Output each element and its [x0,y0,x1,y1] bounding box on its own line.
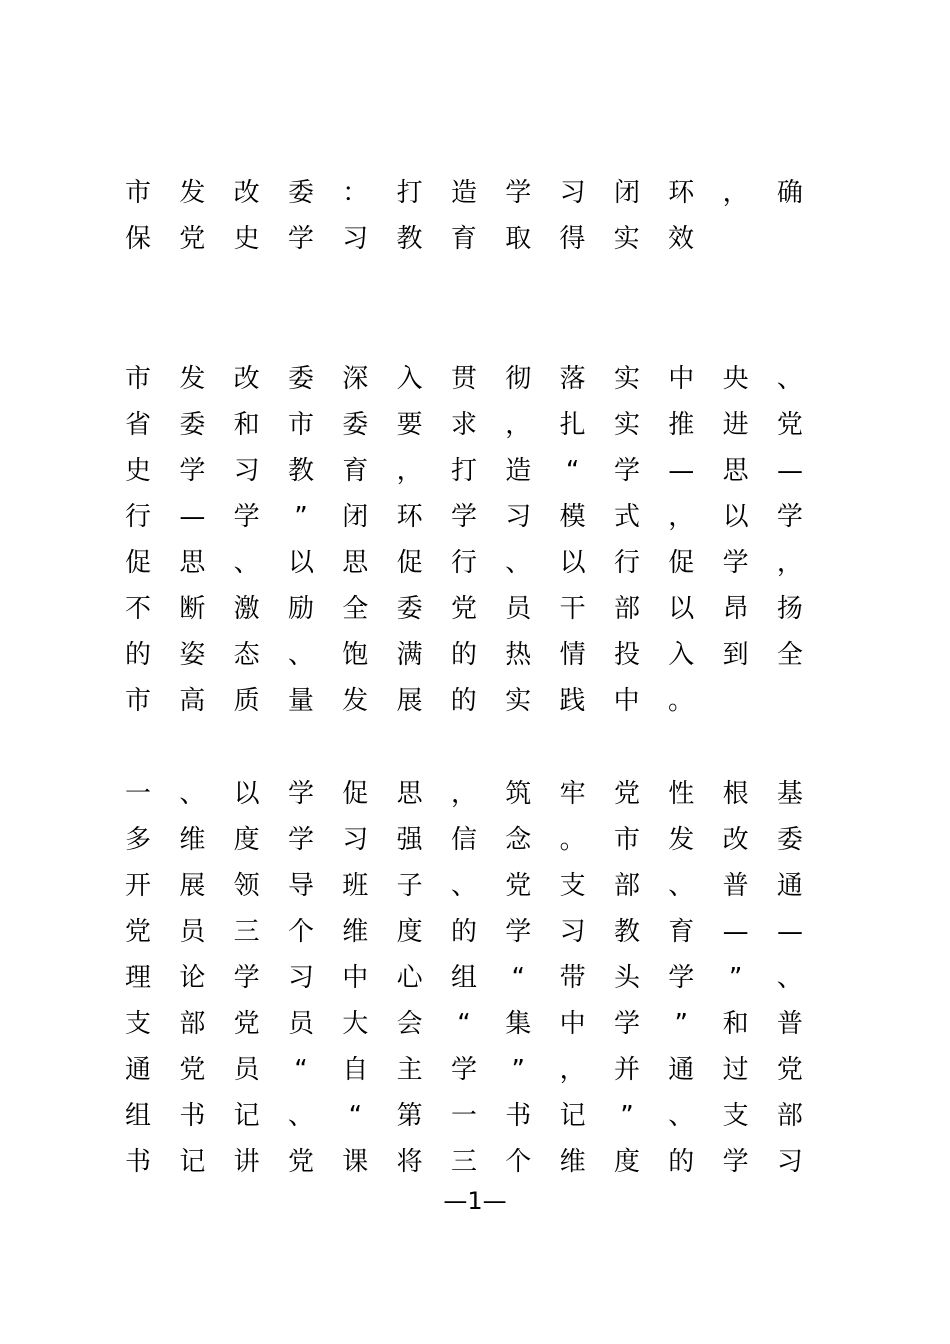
text-char: — [776,456,803,486]
text-char: 习 [505,502,532,532]
text-char: “ [457,1009,471,1039]
text-char: 基 [776,779,803,809]
text-char: 以 [722,502,749,532]
text-char: ， [668,502,695,532]
text-char: 市 [613,825,640,855]
text-char: 推 [668,410,695,440]
text-char: 入 [396,364,423,394]
text-char: 过 [722,1055,749,1085]
text-char: 组 [124,1101,151,1131]
text-char: 部 [776,1101,803,1131]
text-char: 学 [613,456,640,486]
text-char: 发 [668,825,695,855]
text-char: 中 [342,963,369,993]
text-char: 实 [613,364,640,394]
text-char: 、 [668,1101,695,1131]
text-char: 确 [776,178,803,208]
text-char: 带 [559,963,586,993]
text-char: 委 [287,178,314,208]
text-char: 促 [396,548,423,578]
text-char: 学 [233,502,260,532]
text-char: 念 [505,825,532,855]
text-char: 发 [342,686,369,716]
paragraph-line [124,451,804,491]
text-char: 大 [342,1009,369,1039]
text-char: 学 [450,502,477,532]
paragraph-line [124,497,804,537]
text-char: 态 [233,640,260,670]
text-char: 励 [287,594,314,624]
text-char: 学 [287,825,314,855]
text-char: 改 [722,825,749,855]
text-char: 、 [287,640,314,670]
text-char: 党 [179,224,206,254]
text-char: 一 [450,1101,477,1131]
text-char: 满 [396,640,423,670]
text-char: 通 [124,1055,151,1085]
text-char: 实 [613,224,640,254]
text-char: 强 [396,825,423,855]
text-char: 党 [505,871,532,901]
text-char: 将 [396,1147,423,1177]
text-char: 行 [450,548,477,578]
text-char: 式 [613,502,640,532]
text-char: 思 [342,548,369,578]
paragraph-line [124,866,804,906]
text-char: 干 [559,594,586,624]
text-char: 改 [233,364,260,394]
text-char: 高 [179,686,206,716]
paragraph-line [124,958,804,998]
text-char: 委 [396,594,423,624]
text-char: 头 [613,963,640,993]
text-char: 模 [559,502,586,532]
text-char: 教 [613,917,640,947]
text-char: “ [511,963,526,993]
text-char: 思 [722,456,749,486]
text-char: 央 [722,364,749,394]
text-char: ” [728,963,743,993]
text-char: 讲 [233,1147,260,1177]
text-char: 全 [342,594,369,624]
text-char: 部 [613,871,640,901]
text-char: 不 [124,594,151,624]
text-char: 育 [450,224,477,254]
text-char: 得 [559,224,586,254]
text-char: 度 [396,917,423,947]
text-char: 学 [776,502,803,532]
text-char: 习 [559,917,586,947]
text-char: 环 [668,178,695,208]
title-line [124,219,804,259]
text-char: 和 [233,410,260,440]
text-char: 员 [233,1055,260,1085]
text-char: 学 [505,917,532,947]
title-line [124,173,804,213]
text-char: 促 [668,548,695,578]
text-char: 中 [668,364,695,394]
text-char: 昂 [722,594,749,624]
paragraph-line [124,635,804,675]
text-char: 学 [722,548,749,578]
text-char: 学 [287,224,314,254]
text-char: 断 [179,594,206,624]
text-char: 取 [505,224,532,254]
text-char: 理 [124,963,151,993]
text-char: 党 [776,410,803,440]
text-char: 、 [668,871,695,901]
text-char: 导 [287,871,314,901]
text-char: 子 [396,871,423,901]
text-char: 维 [559,1147,586,1177]
text-char: 组 [450,963,477,993]
text-char: 要 [396,410,423,440]
text-char: 习 [287,963,314,993]
text-char: ” [511,1055,526,1085]
text-char: 的 [450,917,477,947]
text-char: 全 [776,640,803,670]
text-char: 市 [124,686,151,716]
text-char: 育 [342,456,369,486]
text-char: 和 [722,1009,749,1039]
text-char: 史 [233,224,260,254]
paragraph-line [124,1142,804,1182]
text-char: 市 [124,364,151,394]
text-char: 习 [559,178,586,208]
text-char: 书 [179,1101,206,1131]
text-char: 委 [179,410,206,440]
text-char: 深 [342,364,369,394]
text-char: “ [348,1101,363,1131]
text-char: 普 [776,1009,803,1039]
text-char: 的 [450,686,477,716]
text-char: 员 [179,917,206,947]
text-char: 第 [396,1101,423,1131]
text-char: 发 [179,178,206,208]
paragraph-line [124,912,804,952]
text-char: 党 [450,594,477,624]
text-char: — [722,917,749,947]
text-char: 质 [233,686,260,716]
text-char: 闭 [613,178,640,208]
text-char: 环 [396,502,423,532]
text-char: 委 [776,825,803,855]
text-char: 学 [233,963,260,993]
text-char: 贯 [450,364,477,394]
text-char: 激 [233,594,260,624]
text-char: “ [294,1055,308,1085]
text-char: 促 [124,548,151,578]
text-char: 进 [722,410,749,440]
text-char: 通 [668,1055,695,1085]
text-char: 支 [124,1009,151,1039]
text-char: 效 [667,224,694,254]
text-char: 践 [559,686,586,716]
text-char: 习 [342,224,369,254]
text-char: 中 [559,1009,586,1039]
text-char: ” [294,502,308,532]
text-char: — [776,917,803,947]
text-char: ， [776,548,803,578]
text-char: 书 [124,1147,151,1177]
text-char: 支 [722,1101,749,1131]
text-char: 、 [233,548,260,578]
text-char: 维 [342,917,369,947]
text-char: 打 [450,456,477,486]
text-char: 心 [396,963,423,993]
text-char: 员 [505,594,532,624]
text-char: 思 [396,779,423,809]
text-char: 牢 [559,779,586,809]
text-char: 以 [287,548,314,578]
text-char: 学 [450,1055,477,1085]
paragraph-line [124,820,804,860]
text-char: 展 [179,871,206,901]
text-char: 入 [668,640,695,670]
text-char: 市 [287,410,314,440]
text-char: 支 [559,871,586,901]
paragraph-line [124,543,804,583]
text-char: 饱 [342,640,369,670]
paragraph-line [124,681,804,721]
text-char: 姿 [179,640,206,670]
text-char: 员 [287,1009,314,1039]
text-char: 习 [342,825,369,855]
text-char: 记 [559,1101,586,1131]
text-char: ， [450,779,477,809]
text-char: 学 [287,779,314,809]
text-char: 信 [450,825,477,855]
text-char: — [668,456,695,486]
text-char: 扎 [559,410,586,440]
text-char: 学 [722,1147,749,1177]
text-char: 史 [124,456,151,486]
text-char: 多 [124,825,151,855]
section-heading-line [124,774,804,814]
text-char: 中 [613,686,640,716]
text-char: 育 [668,917,695,947]
text-char: 党 [124,917,151,947]
text-char: ， [722,178,749,208]
text-char: 、 [776,364,803,394]
text-char: 党 [613,779,640,809]
text-char: “ [565,456,580,486]
text-char: 市 [124,178,151,208]
text-char: 记 [233,1101,260,1131]
text-char: 彻 [505,364,532,394]
text-char: 量 [287,686,314,716]
text-char: 论 [179,963,206,993]
text-char: 的 [124,640,151,670]
text-char: 委 [287,364,314,394]
text-char: ， [505,410,532,440]
text-char: ” [674,1009,689,1039]
text-char: 度 [613,1147,640,1177]
paragraph-line [124,359,804,399]
text-char: 。 [559,825,586,855]
text-char: 以 [559,548,586,578]
text-char: 部 [179,1009,206,1039]
text-char: 普 [722,871,749,901]
text-char: 学 [505,178,532,208]
text-char: 思 [179,548,206,578]
text-char: 集 [505,1009,532,1039]
text-char: 委 [342,410,369,440]
text-char: 学 [179,456,206,486]
paragraph-line [124,1004,804,1044]
text-char: 求 [450,410,477,440]
text-char: 省 [124,410,151,440]
text-char: 主 [396,1055,423,1085]
paragraph-line [124,1050,804,1090]
text-char: 改 [233,178,260,208]
text-char: 热 [505,640,532,670]
text-char: 情 [559,640,586,670]
text-char: 行 [613,548,640,578]
text-char: 度 [233,825,260,855]
text-char: 习 [776,1147,803,1177]
text-char: 实 [613,410,640,440]
text-char: 保 [124,224,151,254]
text-char: 教 [287,456,314,486]
text-char: 扬 [776,594,803,624]
text-char: 党 [776,1055,803,1085]
paragraph-line [124,405,804,445]
text-char: 性 [668,779,695,809]
text-char: — [179,502,206,532]
text-char: 党 [179,1055,206,1085]
text-char: 到 [722,640,749,670]
text-char: 开 [124,871,151,901]
text-char: 、 [776,963,803,993]
text-char: 。 [667,686,694,716]
text-char: 记 [179,1147,206,1177]
text-char: 以 [233,779,260,809]
text-char: 发 [179,364,206,394]
text-char: 个 [287,917,314,947]
text-char: 并 [613,1055,640,1085]
text-char: 以 [668,594,695,624]
text-char: 根 [722,779,749,809]
text-char: 展 [396,686,423,716]
text-char: ， [559,1055,586,1085]
text-char: 实 [505,686,532,716]
text-char: 闭 [342,502,369,532]
text-char: 、 [179,779,206,809]
text-char: 领 [233,871,260,901]
text-char: 书 [505,1101,532,1131]
text-char: 投 [613,640,640,670]
text-char: 的 [450,640,477,670]
text-char: ， [396,456,423,486]
paragraph-line [124,589,804,629]
text-char: 学 [613,1009,640,1039]
text-char: 会 [396,1009,423,1039]
text-char: 、 [450,871,477,901]
text-char: 通 [776,871,803,901]
text-char: 造 [450,178,477,208]
text-char: 党 [287,1147,314,1177]
text-char: 三 [450,1147,477,1177]
text-char: 自 [342,1055,369,1085]
text-char: 造 [505,456,532,486]
text-char: 、 [505,548,532,578]
text-char: 个 [505,1147,532,1177]
paragraph-line [124,1096,804,1136]
text-char: 维 [179,825,206,855]
text-char: 一 [124,779,151,809]
text-char: 部 [613,594,640,624]
text-char: 学 [668,963,695,993]
text-char: 课 [342,1147,369,1177]
text-char: 党 [233,1009,260,1039]
text-char: 班 [342,871,369,901]
text-char: ： [342,178,369,208]
text-char: 行 [124,502,151,532]
text-char: ” [620,1101,634,1131]
text-char: 习 [233,456,260,486]
page-number: —1— [443,1187,507,1215]
text-char: 促 [342,779,369,809]
text-char: 教 [396,224,423,254]
text-char: 落 [559,364,586,394]
text-char: 三 [233,917,260,947]
text-char: 、 [287,1101,314,1131]
text-char: 打 [396,178,423,208]
text-char: 的 [668,1147,695,1177]
text-char: 筑 [505,779,532,809]
